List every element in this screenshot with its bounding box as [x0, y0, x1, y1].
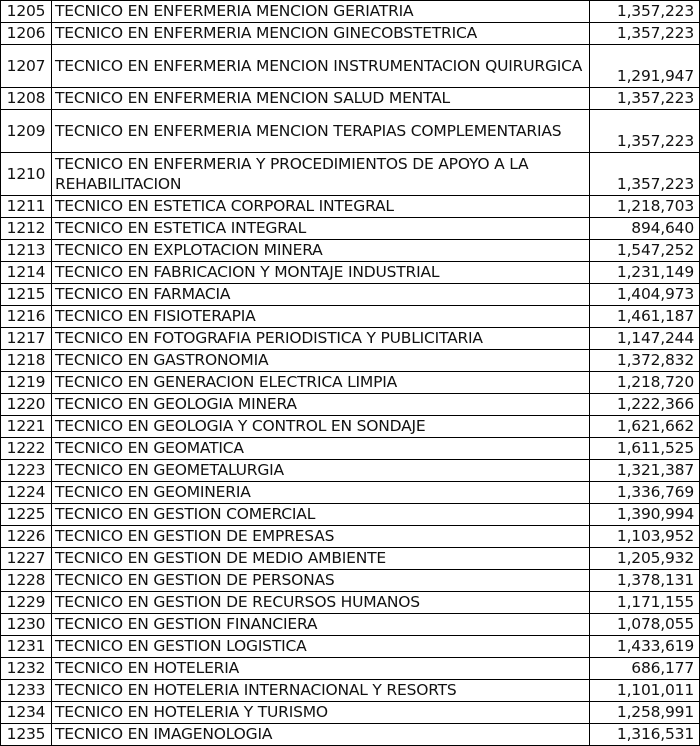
row-value-cell: 1,433,619 — [590, 636, 700, 658]
row-code-cell: 1220 — [1, 394, 52, 416]
row-value-cell: 1,336,769 — [590, 482, 700, 504]
row-value-cell: 1,291,947 — [590, 45, 700, 88]
row-name-cell: TECNICO EN IMAGENOLOGIA — [52, 724, 590, 746]
row-name-cell: TECNICO EN HOTELERIA — [52, 658, 590, 680]
row-code-cell: 1221 — [1, 416, 52, 438]
row-value-cell: 1,231,149 — [590, 262, 700, 284]
row-code-cell: 1230 — [1, 614, 52, 636]
row-code-cell: 1226 — [1, 526, 52, 548]
row-value-cell: 1,378,131 — [590, 570, 700, 592]
row-code-cell: 1208 — [1, 88, 52, 110]
table-row — [1, 262, 700, 284]
table-row — [1, 153, 700, 196]
row-value-cell: 1,390,994 — [590, 504, 700, 526]
row-code-cell: 1206 — [1, 23, 52, 45]
row-name-cell: TECNICO EN ESTETICA INTEGRAL — [52, 218, 590, 240]
row-name-cell: TECNICO EN HOTELERIA INTERNACIONAL Y RESORTS — [52, 680, 590, 702]
table-row — [1, 680, 700, 702]
row-code-cell: 1212 — [1, 218, 52, 240]
row-code-cell: 1216 — [1, 306, 52, 328]
table-row — [1, 1, 700, 23]
row-value-cell: 894,640 — [590, 218, 700, 240]
table-row — [1, 504, 700, 526]
row-value-cell: 686,177 — [590, 658, 700, 680]
row-name-cell: TECNICO EN ENFERMERIA MENCION GERIATRIA — [52, 1, 590, 23]
row-code-cell: 1211 — [1, 196, 52, 218]
table-row — [1, 438, 700, 460]
row-value-cell: 1,404,973 — [590, 284, 700, 306]
row-value-cell: 1,372,832 — [590, 350, 700, 372]
row-value-cell: 1,357,223 — [590, 1, 700, 23]
row-code-cell: 1207 — [1, 45, 52, 88]
row-name-cell: TECNICO EN GEOMETALURGIA — [52, 460, 590, 482]
row-code-cell: 1233 — [1, 680, 52, 702]
row-name-cell: TECNICO EN FISIOTERAPIA — [52, 306, 590, 328]
row-name-cell: TECNICO EN ENFERMERIA MENCION TERAPIAS COMPLEMENTARIAS — [52, 110, 590, 153]
row-name-cell: TECNICO EN GESTION COMERCIAL — [52, 504, 590, 526]
row-name-cell: TECNICO EN GESTION FINANCIERA — [52, 614, 590, 636]
row-code-cell: 1227 — [1, 548, 52, 570]
table-row — [1, 570, 700, 592]
row-code-cell: 1224 — [1, 482, 52, 504]
row-value-cell: 1,357,223 — [590, 110, 700, 153]
row-name-cell: TECNICO EN FOTOGRAFIA PERIODISTICA Y PUBLICITARIA — [52, 328, 590, 350]
row-value-cell: 1,357,223 — [590, 153, 700, 196]
row-name-cell: TECNICO EN FARMACIA — [52, 284, 590, 306]
row-name-cell: TECNICO EN GEOLOGIA Y CONTROL EN SONDAJE — [52, 416, 590, 438]
table-row — [1, 394, 700, 416]
row-code-cell: 1218 — [1, 350, 52, 372]
row-value-cell: 1,547,252 — [590, 240, 700, 262]
row-value-cell: 1,258,991 — [590, 702, 700, 724]
row-name-cell: TECNICO EN GEOLOGIA MINERA — [52, 394, 590, 416]
table-row — [1, 416, 700, 438]
table-row — [1, 350, 700, 372]
row-code-cell: 1234 — [1, 702, 52, 724]
table-row — [1, 284, 700, 306]
table-row — [1, 636, 700, 658]
row-code-cell: 1215 — [1, 284, 52, 306]
table-row — [1, 372, 700, 394]
table-row — [1, 306, 700, 328]
row-name-cell: TECNICO EN ENFERMERIA MENCION GINECOBSTETRICA — [52, 23, 590, 45]
row-code-cell: 1213 — [1, 240, 52, 262]
table-row — [1, 45, 700, 88]
row-code-cell: 1235 — [1, 724, 52, 746]
row-value-cell: 1,171,155 — [590, 592, 700, 614]
table-row — [1, 548, 700, 570]
row-name-cell: TECNICO EN FABRICACION Y MONTAJE INDUSTRIAL — [52, 262, 590, 284]
row-name-cell: TECNICO EN GEOMATICA — [52, 438, 590, 460]
row-name-cell: TECNICO EN GESTION DE MEDIO AMBIENTE — [52, 548, 590, 570]
row-value-cell: 1,218,703 — [590, 196, 700, 218]
row-name-cell: TECNICO EN ENFERMERIA MENCION SALUD MENTAL — [52, 88, 590, 110]
row-value-cell: 1,316,531 — [590, 724, 700, 746]
row-value-cell: 1,611,525 — [590, 438, 700, 460]
row-value-cell: 1,357,223 — [590, 88, 700, 110]
table-row — [1, 23, 700, 45]
row-value-cell: 1,461,187 — [590, 306, 700, 328]
row-value-cell: 1,103,952 — [590, 526, 700, 548]
row-code-cell: 1223 — [1, 460, 52, 482]
row-value-cell: 1,357,223 — [590, 23, 700, 45]
table-row — [1, 196, 700, 218]
row-code-cell: 1228 — [1, 570, 52, 592]
row-name-cell: TECNICO EN ENFERMERIA Y PROCEDIMIENTOS DE APOYO A LA REHABILITACION — [52, 153, 590, 196]
table-row — [1, 702, 700, 724]
table-row — [1, 240, 700, 262]
row-value-cell: 1,621,662 — [590, 416, 700, 438]
row-code-cell: 1214 — [1, 262, 52, 284]
table-row — [1, 328, 700, 350]
row-name-cell: TECNICO EN ESTETICA CORPORAL INTEGRAL — [52, 196, 590, 218]
row-name-cell: TECNICO EN GENERACION ELECTRICA LIMPIA — [52, 372, 590, 394]
row-code-cell: 1219 — [1, 372, 52, 394]
row-code-cell: 1231 — [1, 636, 52, 658]
row-code-cell: 1232 — [1, 658, 52, 680]
row-name-cell: TECNICO EN HOTELERIA Y TURISMO — [52, 702, 590, 724]
row-code-cell: 1217 — [1, 328, 52, 350]
row-code-cell: 1222 — [1, 438, 52, 460]
table-row — [1, 218, 700, 240]
row-value-cell: 1,078,055 — [590, 614, 700, 636]
row-value-cell: 1,147,244 — [590, 328, 700, 350]
row-name-cell: TECNICO EN GESTION DE PERSONAS — [52, 570, 590, 592]
row-name-cell: TECNICO EN ENFERMERIA MENCION INSTRUMENTACION QUIRURGICA — [52, 45, 590, 88]
table-row — [1, 460, 700, 482]
table-row — [1, 658, 700, 680]
row-name-cell: TECNICO EN GEOMINERIA — [52, 482, 590, 504]
row-code-cell: 1205 — [1, 1, 52, 23]
row-code-cell: 1209 — [1, 110, 52, 153]
table-row — [1, 614, 700, 636]
table-row — [1, 482, 700, 504]
row-name-cell: TECNICO EN EXPLOTACION MINERA — [52, 240, 590, 262]
salary-table-body — [1, 1, 700, 746]
table-row — [1, 526, 700, 548]
row-name-cell: TECNICO EN GESTION LOGISTICA — [52, 636, 590, 658]
row-code-cell: 1225 — [1, 504, 52, 526]
row-name-cell: TECNICO EN GESTION DE RECURSOS HUMANOS — [52, 592, 590, 614]
row-value-cell: 1,222,366 — [590, 394, 700, 416]
row-code-cell: 1229 — [1, 592, 52, 614]
table-row — [1, 88, 700, 110]
row-value-cell: 1,321,387 — [590, 460, 700, 482]
row-value-cell: 1,205,932 — [590, 548, 700, 570]
row-code-cell: 1210 — [1, 153, 52, 196]
table-row — [1, 592, 700, 614]
table-row — [1, 724, 700, 746]
row-name-cell: TECNICO EN GASTRONOMIA — [52, 350, 590, 372]
row-name-cell: TECNICO EN GESTION DE EMPRESAS — [52, 526, 590, 548]
row-value-cell: 1,101,011 — [590, 680, 700, 702]
table-row — [1, 110, 700, 153]
row-value-cell: 1,218,720 — [590, 372, 700, 394]
